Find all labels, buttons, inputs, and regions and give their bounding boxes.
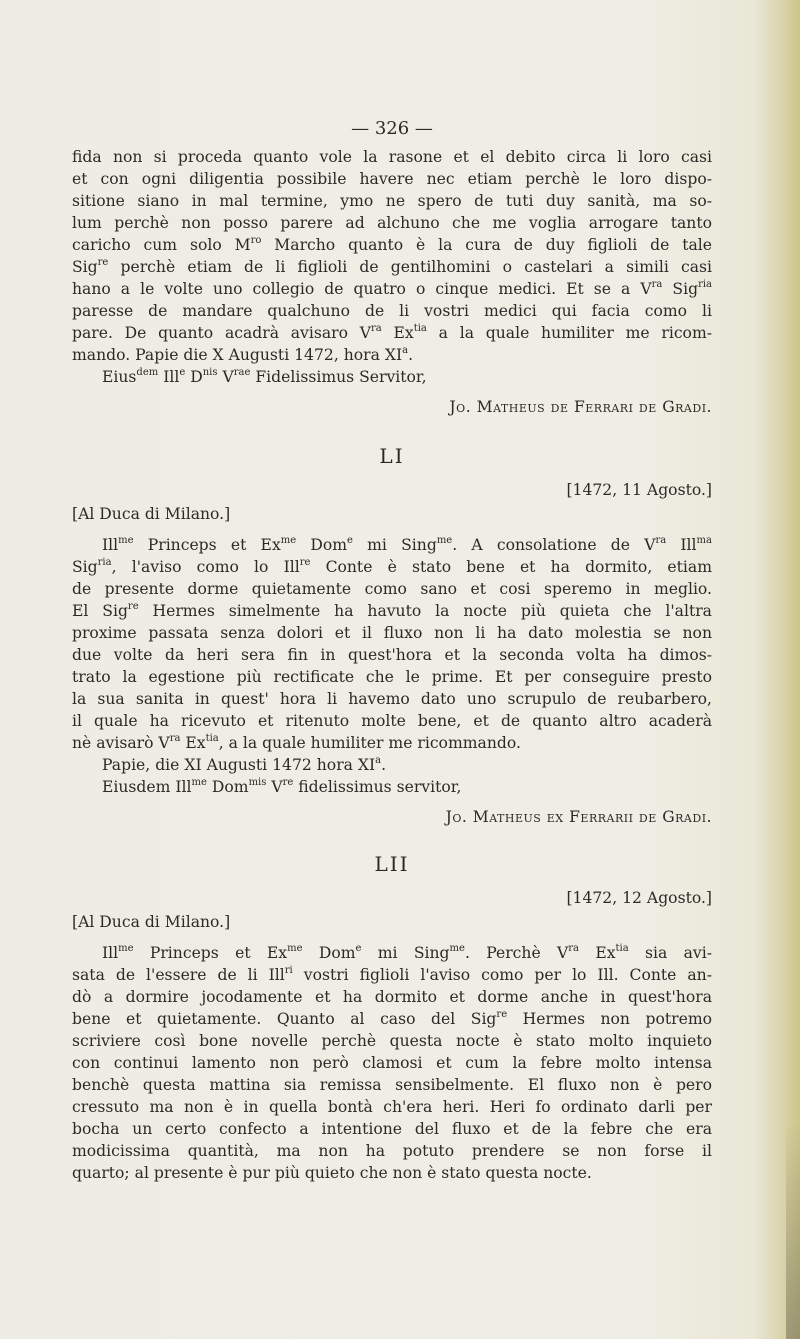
text-line: proxime passata senza dolori et il fluxo non li ha dato molestia se non (72, 624, 712, 642)
text-line: et con ogni diligentia possibile havere nec etiam perchè le loro dispo- (72, 170, 712, 188)
text-line: Eiusdem Ill$^{me}$ Dom$^{mis}$ Vre fidelissimus servitor, (102, 777, 462, 796)
text-line: la sua sanita in quest' hora li havemo dato uno scrupulo de reubarbero, (72, 690, 712, 708)
letter-52-date: [1472, 12 Agosto.] (566, 889, 712, 907)
page-corner-shadow (786, 1120, 800, 1339)
text-line: modicissima quantità, ma non ha potuto prendere se non forse il (72, 1142, 712, 1160)
text-line: Sig$^{ria}$, l'aviso como lo Ill$^{re}$ Conte è stato bene et ha dormito, etiam (72, 557, 712, 576)
text-line: lum perchè non posso parere ad alchuno che me voglia arrogare tanto (72, 214, 712, 232)
text-line: Sig$^{re}$ perchè etiam de li figlioli de gentilhomini o castelari a simili casi (72, 257, 712, 276)
text-line: Papie, die XI Augusti 1472 hora $XI^a$. (102, 755, 387, 774)
text-line: hano a le volte uno collegio de quatro o cinque medici. Et se a $V^{ra}$ Sig$^{ria}$ (72, 279, 713, 298)
letter-51-signature: Jo. Matheus ex Ferrarii de Gradi. (445, 808, 712, 826)
text-line: trato la egestione più rectificate che le prime. Et per conseguire presto (72, 668, 712, 686)
text-line: benchè questa mattina sia remissa sensibelmente. El fluxo non è pero (72, 1076, 712, 1094)
text-line: sitione siano in mal termine, ymo ne spero de tuti duy sanità, ma so- (72, 192, 712, 210)
text-line: scriviere così bone novelle perchè questa nocte è stato molto inquieto (72, 1032, 712, 1050)
text-line: paresse de mandare qualchuno de li vostri medici qui facia como li (72, 302, 712, 320)
text-line: Eius$^{dem}$ Ill$^e$ $D^{nis}$ $V^{rae}$ Fidelissimus Servitor, (102, 367, 427, 386)
text-line: Ill$^{me}$ Princeps et $Ex^{me}$ Dom$^e$ mi Sing$^{me}$. A consolatione de $V^{ra}$ Ill$^{ma}$ (102, 535, 712, 554)
text-line: dò a dormire jocodamente et ha dormito et dorme anche in quest'hora (72, 988, 712, 1006)
text-line: bene et quietamente. Quanto al caso del Sig$^{re}$ Hermes non potremo (72, 1009, 712, 1028)
page-number: — 326 — (351, 118, 433, 139)
letter-50-signature: Jo. Matheus de Ferrari de Gradi. (449, 398, 712, 416)
text-line: caricho cum solo $M^{ro}$ Marcho quanto è la cura de duy figlioli de tale (72, 235, 713, 254)
text-line: fida non si proceda quanto vole la rasone et el debito circa li loro casi (72, 148, 712, 166)
text-line: il quale ha ricevuto et ritenuto molte bene, et de quanto altro acaderà (72, 712, 712, 730)
text-line: de presente dorme quietamente como sano et cosi speremo in meglio. (72, 580, 712, 598)
letter-52-recipient: [Al Duca di Milano.] (72, 913, 231, 931)
text-line: sata de l'essere de li Ill$^{ri}$ vostri figlioli l'aviso como per lo Ill. Conte an- (72, 965, 712, 984)
text-line: con continui lamento non però clamosi et cum la febre molto intensa (72, 1054, 712, 1072)
text-line: Ill$^{me}$ Princeps et $Ex^{me}$ Dom$^e$ mi Sing$^{me}$. Perchè $V^{ra}$ $Ex^{tia}$ sia avi- (102, 943, 712, 962)
text-line: nè avisarò $V^{ra}$ $Ex^{tia}$, a la quale humiliter me ricommando. (72, 733, 521, 752)
text-line: cressuto ma non è in quella bontà ch'era heri. Heri fo ordinato darli per (72, 1098, 712, 1116)
text-line: quarto; al presente è pur più quieto che non è stato questa nocte. (72, 1164, 592, 1182)
text-line: bocha un certo confecto a intentione del fluxo et de la febre che era (72, 1120, 712, 1138)
text-line: due volte da heri sera fin in quest'hora et la seconda volta ha dimos- (72, 646, 712, 664)
letter-52-number: LII (374, 852, 410, 876)
letter-51-recipient: [Al Duca di Milano.] (72, 505, 231, 523)
text-line: El Sig$^{re}$ Hermes simelmente ha havuto la nocte più quieta che l'altra (72, 601, 712, 620)
text-line: mando. Papie die X Augusti 1472, hora $XI^a$. (72, 345, 414, 364)
letter-51-number: LI (379, 444, 405, 468)
letter-51-date: [1472, 11 Agosto.] (566, 481, 712, 499)
text-line: pare. De quanto acadrà avisaro $V^{ra}$ $Ex^{tia}$ a la quale humiliter me ricom- (72, 323, 712, 342)
